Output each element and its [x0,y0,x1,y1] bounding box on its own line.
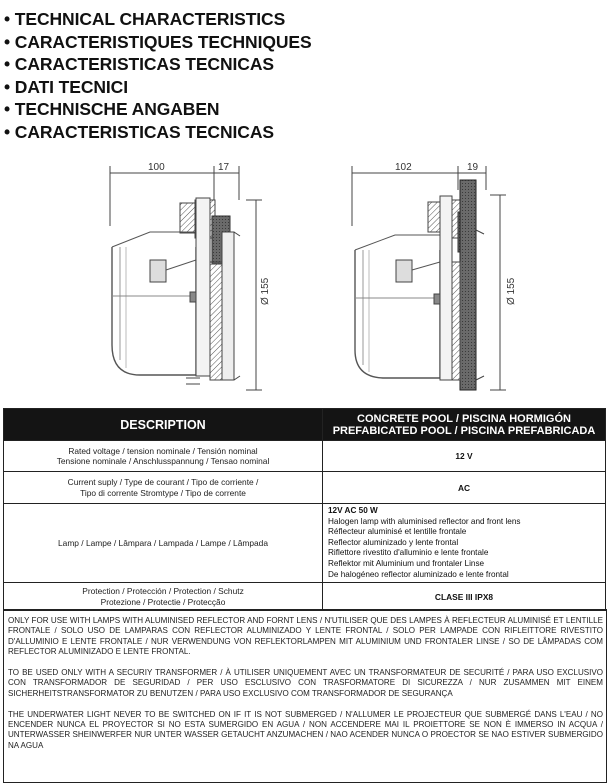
dim-diameter-right: Ø 155 [506,277,517,305]
dim-width-right: 102 [395,162,412,173]
protection-label-line2: Protezione / Protectie / Protecção [100,596,226,607]
lamp-desc-pt: De halogéneo reflector aluminizado e lente frontal [328,569,509,579]
lamp-spec: 12V AC 50 W [328,506,378,515]
header-pool-type [323,409,606,441]
voltage-label-line1: Rated voltage / tension nominale / Tensión nominal [68,445,258,456]
current-label-line2: Tipo di corrente Stromtype / Tipo de corrente [80,487,246,498]
heading-it: • DATI TECNICI [4,76,128,97]
row-current-value: AC [323,472,606,504]
heading-en: • TECHNICAL CHARACTERISTICS [4,9,286,29]
heading-es: • CARACTERISTICAS TECNICAS [4,54,274,75]
lamp-desc-fr: Réflecteur aluminisé et lentille frontale [328,527,467,537]
note-submerged: THE UNDERWATER LIGHT NEVER TO BE SWITCHED ON IF IT IS NOT SUBMERGED / N'ALLUMER LE PROJECTEUR QUE SUBMERGÉ DANS L'EAU / NO ENCENDER NUNCA EL PROYECTOR SI NO ESTA SUMERGIDO EN AGUA / NON ACCENDERE MAI IL PROIETTORE SE NON È IMMERSO IN ACQUA / UNTERWASSER SHEINWERFER NUR UNTER WASSER GETAUCHT ANZUMACHEN / NAO ACENDER NUNCA O PROECTOR SE NAO ESTIVER SUBMERGIDO NA AGUA [8,709,603,750]
row-voltage-label [4,441,323,472]
lamp-socket-right [396,260,412,282]
dim-flange-left: 17 [218,162,230,173]
row-voltage-value: 12 V [323,441,606,472]
dim-diameter-left: Ø 155 [260,277,271,305]
heading-de: • TECHNISCHE ANGABEN [4,99,220,120]
lamp-desc-en: Halogen lamp with aluminised reflector and front lens [328,516,521,526]
spec-header-row [4,409,606,441]
lamp-desc-de: Reflektor mit Aluminium und frontaler Linse [328,558,485,568]
technical-drawings [0,150,611,410]
heading-pt: • CARACTERISTICAS TECNICAS [4,121,274,142]
header-pool-line1: CONCRETE POOL / PISCINA HORMIGÓN [357,412,571,425]
row-protection [4,583,606,611]
current-label-line1: Current suply / Type de courant / Tipo de corriente / [67,477,259,487]
note-lamp-usage: ONLY FOR USE WITH LAMPS WITH ALUMINISED REFLECTOR AND FORNT LENS / N'UTILISER QUE DES LAMPES À REFLECTEUR ALUMINISÉ ET LENTILLE FRONTALE / SOLO USO DE LAMPARAS CON REFLECTOR ALUMINIZADO Y LENTE FRONTAL / SOLO PER LAMPADE CON RIFLEITTORE RIVESTITO D'ALLUMINIO E LENTE FRONTALE / NUR VERWENDUNG VON REFLEKTORLAMPEN MIT ALUMINIUM UND FRONTALER LINSE / SO DE LÂMPADAS COM REFLECTOR ALUMINIZADO E LENTE FRONTAL. [8,616,603,657]
row-current-label [4,472,323,504]
dim-flange-right: 19 [467,162,479,173]
header-description: DESCRIPTION [4,409,323,441]
drawing-concrete-pool [110,162,271,390]
spec-table [3,408,606,611]
section-headings [4,8,312,144]
note-transformer: TO BE USED ONLY WITH A SECURIY TRANSFORMER / À UTILISER UNIQUEMENT AVEC UN TRANSFORMATEUR DE SECURITÉ / PARA USO EXCLUSIVO CON TRANSFORMADOR DE SEGURIDAD / PER USO ESCLUSIVO CON TRASFORMATORE DI SICUREZZA / NUR ZUSAMMEN MIT EINEM SICHERHEITSTRANSFORMATOR ZU BENUTZEN / PARA USO EXCLUSIVO COM TRANSFORMADOR DE SEGURANÇA [8,668,603,698]
row-current [4,472,606,504]
safety-notes [3,609,607,783]
lamp-desc-it: Riflettore rivestito d'alluminio e lente frontale [328,548,489,558]
dim-width-left: 100 [148,162,165,173]
row-lamp-value [323,504,606,583]
front-flange-right [440,196,452,380]
lamp-desc-es: Reflector aluminizado y lente frontal [328,537,459,547]
row-protection-value: CLASE III IPX8 [323,583,606,611]
protection-label-line1: Protection / Protección / Protection / Schutz [82,586,244,597]
drawing-prefabricated-pool [352,162,517,390]
voltage-label-line2: Tensione nominale / Anschlusspannung / Tensao nominal [56,456,270,466]
pool-wall-panel [460,180,476,390]
front-flange [196,198,210,376]
lamp-socket [150,260,166,282]
row-lamp [4,504,606,583]
row-lamp-label: Lamp / Lampe / Lâmpara / Lampada / Lampe / Lâmpada [4,504,323,583]
heading-fr: • CARACTERISTIQUES TECHNIQUES [4,31,312,52]
row-protection-label [4,583,323,611]
header-pool-line2: PREFABICATED POOL / PISCINA PREFABRICADA [332,424,596,437]
row-voltage [4,441,606,472]
